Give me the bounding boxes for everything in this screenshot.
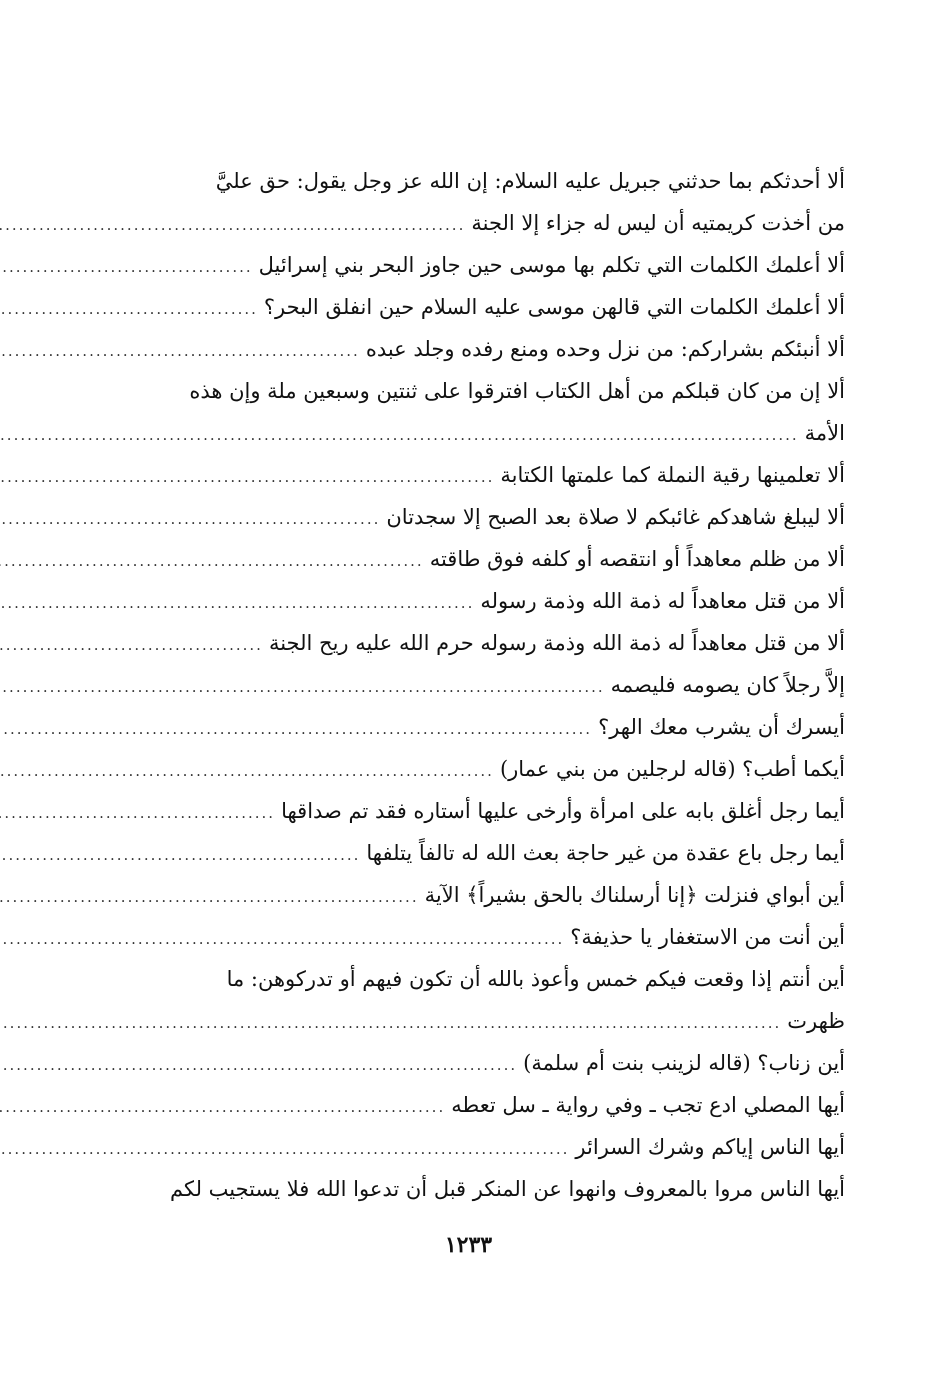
dot-leader	[0, 540, 424, 582]
dot-leader	[0, 1086, 445, 1128]
hadith-text: أيما رجل أغلق بابه على امرأة وأرخى عليها أستاره فقد تم صداقها	[281, 799, 845, 823]
dot-leader	[0, 1044, 517, 1086]
index-entry	[105, 580, 845, 622]
dot-leader	[0, 1002, 781, 1044]
hadith-text: أيكما أطب؟ (قاله لرجلين من بني عمار)	[499, 757, 845, 781]
entry-line	[105, 958, 845, 1000]
entry-line	[105, 538, 845, 580]
hadith-index-list	[105, 160, 845, 1210]
entry-line	[105, 874, 845, 916]
hadith-text: أين أنتم إذا وقعت فيكم خمس وأعوذ بالله أن تكون فيهم أو تدركوهن: ما	[226, 967, 845, 991]
dot-leader	[0, 708, 592, 750]
index-entry	[105, 916, 845, 958]
hadith-text: ألا من قتل معاهداً له ذمة الله وذمة رسوله	[480, 589, 845, 613]
entry-line	[105, 496, 845, 538]
entry-line	[105, 202, 845, 244]
dot-leader	[0, 330, 360, 372]
dot-leader	[0, 246, 253, 288]
entry-line	[105, 1126, 845, 1168]
dot-leader	[0, 792, 275, 834]
hadith-text: ألا أنبئكم بشراركم: من نزل وحده ومنع رفده وجلد عبده	[365, 337, 845, 361]
entry-line	[105, 790, 845, 832]
index-entry	[105, 370, 845, 454]
hadith-text: ألا أحدثكم بما حدثني جبريل عليه السلام: إن الله عز وجل يقول: حق عليَّ	[215, 169, 845, 193]
hadith-text: ألا أعلمك الكلمات التي قالهن موسى عليه السلام حين انفلق البحر؟	[263, 295, 845, 319]
index-entry	[105, 538, 845, 580]
hadith-text: أيما رجل باع عقدة من غير حاجة بعث الله له تالفاً يتلفها	[366, 841, 845, 865]
index-entry	[105, 454, 845, 496]
dot-leader	[0, 414, 799, 456]
hadith-text: ألا ليبلغ شاهدكم غائبكم لا صلاة بعد الصبح إلا سجدتان	[386, 505, 845, 529]
index-entry	[105, 160, 845, 244]
hadith-text: من أخذت كريمتيه أن ليس له جزاء إلا الجنة	[471, 211, 845, 235]
entry-line	[105, 1084, 845, 1126]
dot-leader	[0, 456, 494, 498]
hadith-text: أين أنت من الاستغفار يا حذيفة؟	[570, 925, 845, 949]
hadith-text: أين زناب؟ (قاله لزينب بنت أم سلمة)	[523, 1051, 845, 1075]
entry-line	[105, 160, 845, 202]
index-entry	[105, 874, 845, 916]
entry-line	[105, 748, 845, 790]
page-number: ١٢٣٣	[444, 1232, 493, 1258]
dot-leader	[0, 582, 474, 624]
index-entry	[105, 958, 845, 1042]
entry-line	[105, 328, 845, 370]
hadith-text: أيها المصلي ادع تجب ـ وفي رواية ـ سل تعطه	[451, 1093, 845, 1117]
index-entry	[105, 748, 845, 790]
entry-line	[105, 1168, 845, 1210]
index-entry	[105, 328, 845, 370]
index-entry	[105, 706, 845, 748]
entry-line	[105, 1042, 845, 1084]
index-entry	[105, 244, 845, 286]
hadith-text: أين أبواي فنزلت ﴿إنا أرسلناك بالحق بشيراً﴾ الآية	[424, 883, 845, 907]
index-entry	[105, 622, 845, 664]
dot-leader	[0, 288, 258, 330]
dot-leader	[0, 204, 465, 246]
entry-line	[105, 244, 845, 286]
hadith-text: ألا من قتل معاهداً له ذمة الله وذمة رسوله حرم الله عليه ريح الجنة	[268, 631, 845, 655]
dot-leader	[0, 498, 380, 540]
hadith-text: ألا أعلمك الكلمات التي تكلم بها موسى حين جاوز البحر بني إسرائيل	[258, 253, 845, 277]
index-entry	[105, 1168, 845, 1210]
index-entry	[105, 1126, 845, 1168]
entry-line	[105, 622, 845, 664]
index-entry	[105, 1084, 845, 1126]
hadith-text: إلاَّ رجلاً كان يصومه فليصمه	[610, 673, 845, 697]
dot-leader	[0, 834, 360, 876]
hadith-text: ألا من ظلم معاهداً أو انتقصه أو كلفه فوق طاقته	[429, 547, 845, 571]
entry-line	[105, 832, 845, 874]
entry-line	[105, 286, 845, 328]
index-entry	[105, 1042, 845, 1084]
hadith-text: أيها الناس إياكم وشرك السرائر	[575, 1135, 845, 1159]
hadith-text: الأمة	[804, 421, 845, 445]
hadith-text: أيها الناس مروا بالمعروف وانهوا عن المنكر قبل أن تدعوا الله فلا يستجيب لكم	[170, 1177, 845, 1201]
hadith-text: أيسرك أن يشرب معك الهر؟	[598, 715, 845, 739]
index-entry	[105, 286, 845, 328]
dot-leader	[0, 1128, 569, 1170]
dot-leader	[0, 918, 564, 960]
dot-leader	[0, 876, 419, 918]
entry-line	[105, 580, 845, 622]
entry-line	[105, 706, 845, 748]
hadith-text: ألا تعلمينها رقية النملة كما علمتها الكتابة	[500, 463, 845, 487]
entry-line	[105, 412, 845, 454]
index-entry	[105, 664, 845, 706]
dot-leader	[0, 624, 263, 666]
hadith-text: ظهرت	[787, 1009, 845, 1033]
entry-line	[105, 370, 845, 412]
index-entry	[105, 832, 845, 874]
index-entry	[105, 790, 845, 832]
index-entry	[105, 496, 845, 538]
hadith-text: ألا إن من كان قبلكم من أهل الكتاب افترقوا على ثنتين وسبعين ملة وإن هذه	[189, 379, 845, 403]
dot-leader	[0, 750, 494, 792]
entry-line	[105, 1000, 845, 1042]
dot-leader	[0, 666, 605, 708]
entry-line	[105, 916, 845, 958]
entry-line	[105, 664, 845, 706]
entry-line	[105, 454, 845, 496]
